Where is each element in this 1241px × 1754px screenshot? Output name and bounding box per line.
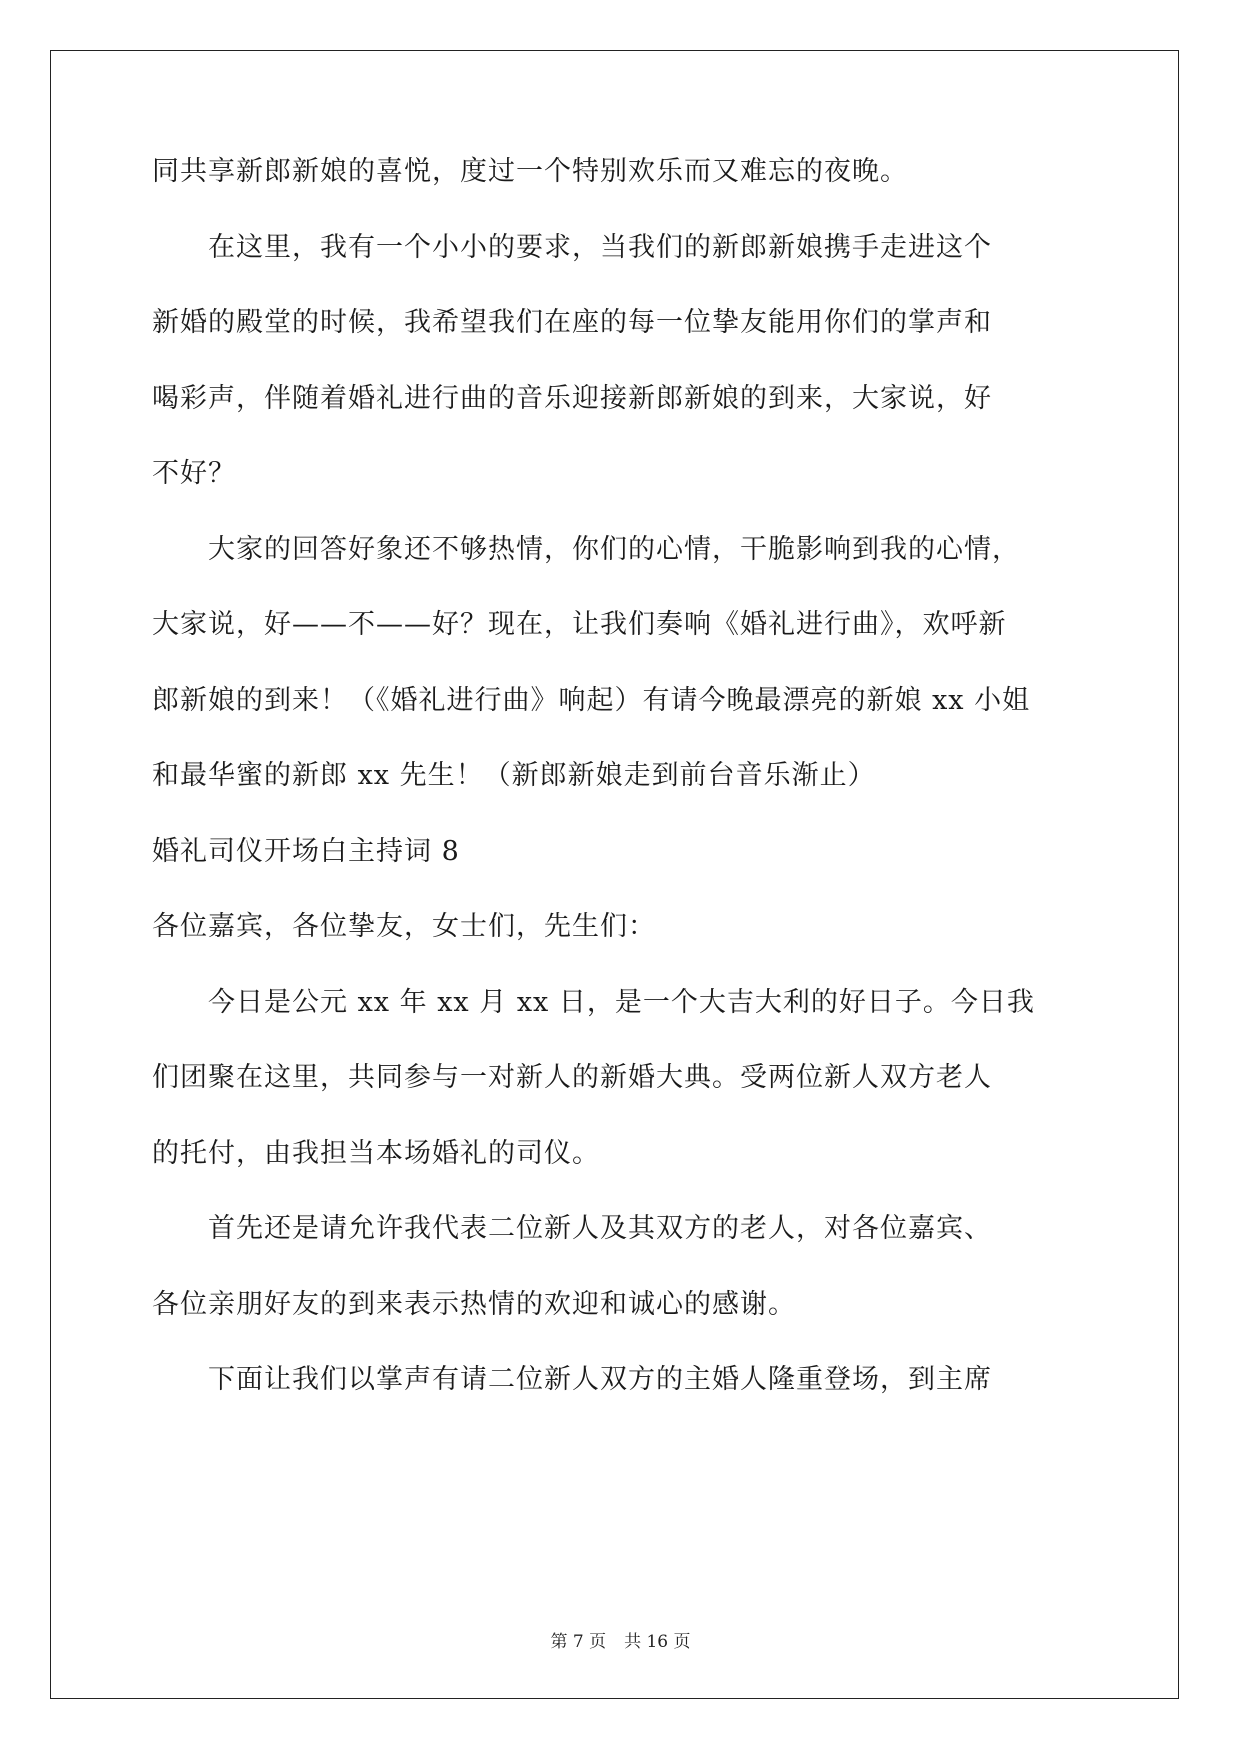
text-line: 今日是公元 xx 年 xx 月 xx 日，是一个大吉大利的好日子。今日我 [152, 987, 1035, 1018]
text-line: 喝彩声，伴随着婚礼进行曲的音乐迎接新郎新娘的到来，大家说，好 [152, 383, 992, 414]
text-line: 各位嘉宾，各位挚友，女士们，先生们： [152, 911, 656, 942]
text-line: 新婚的殿堂的时候，我希望我们在座的每一位挚友能用你们的掌声和 [152, 307, 992, 338]
text-line: 们团聚在这里，共同参与一对新人的新婚大典。受两位新人双方老人 [152, 1062, 992, 1093]
page-number: 第 7 页 [550, 1632, 607, 1652]
text-line: 首先还是请允许我代表二位新人及其双方的老人，对各位嘉宾、 [152, 1213, 992, 1244]
page-footer [0, 1627, 1241, 1652]
page-border [50, 50, 1179, 1699]
text-line: 的托付，由我担当本场婚礼的司仪。 [152, 1138, 600, 1169]
text-line: 郎新娘的到来！（《婚礼进行曲》响起）有请今晚最漂亮的新娘 xx 小姐 [152, 685, 1031, 716]
section-heading: 婚礼司仪开场白主持词 8 [152, 836, 460, 867]
text-line: 同共享新郎新娘的喜悦，度过一个特别欢乐而又难忘的夜晚。 [152, 156, 908, 187]
text-line: 下面让我们以掌声有请二位新人双方的主婚人隆重登场，到主席 [152, 1364, 992, 1395]
text-line: 大家的回答好象还不够热情，你们的心情，干脆影响到我的心情， [152, 534, 1020, 565]
text-line: 各位亲朋好友的到来表示热情的欢迎和诚心的感谢。 [152, 1289, 796, 1320]
text-line: 和最华蜜的新郎 xx 先生！（新郎新娘走到前台音乐渐止） [152, 760, 876, 791]
text-line: 大家说，好——不——好？现在，让我们奏响《婚礼进行曲》，欢呼新 [152, 609, 1007, 640]
text-line: 在这里，我有一个小小的要求，当我们的新郎新娘携手走进这个 [152, 232, 992, 263]
text-line: 不好？ [152, 458, 236, 489]
page-total: 共 16 页 [624, 1632, 691, 1652]
